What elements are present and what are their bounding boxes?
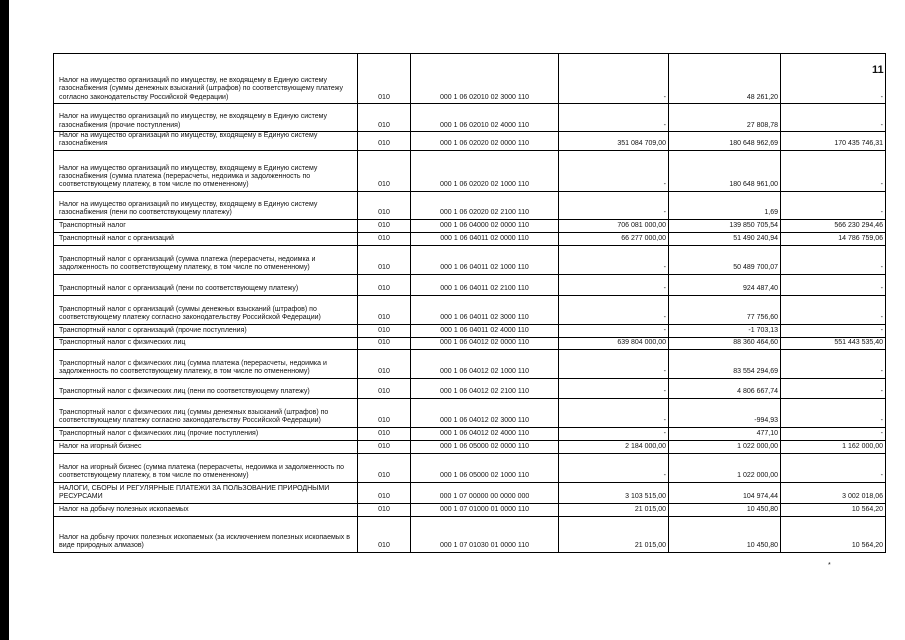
row-executed: 77 756,60 <box>669 295 781 324</box>
row-name: Транспортный налог с физических лиц <box>54 337 358 349</box>
row-budget-code: 000 1 06 04011 02 2100 110 <box>411 274 559 295</box>
row-executed: 4 806 667,74 <box>669 378 781 398</box>
row-budget-code: 000 1 06 04012 02 4000 110 <box>411 427 559 440</box>
row-unexecuted: - <box>781 324 886 337</box>
row-approved: - <box>559 295 669 324</box>
row-approved: - <box>559 453 669 482</box>
row-unexecuted: 14 786 759,06 <box>781 232 886 245</box>
row-unexecuted: - <box>781 295 886 324</box>
row-executed: 88 360 464,60 <box>669 337 781 349</box>
row-unexecuted: - <box>781 104 886 132</box>
table-row <box>54 245 886 274</box>
table-row <box>54 132 886 151</box>
row-line-code: 010 <box>358 219 411 232</box>
row-line-code: 010 <box>358 295 411 324</box>
row-approved: 21 015,00 <box>559 516 669 552</box>
table-row <box>54 516 886 552</box>
row-unexecuted: - <box>781 398 886 427</box>
table-row <box>54 349 886 378</box>
row-executed: 83 554 294,69 <box>669 349 781 378</box>
row-approved: - <box>559 274 669 295</box>
row-budget-code: 000 1 06 04012 02 2100 110 <box>411 378 559 398</box>
row-approved: - <box>559 349 669 378</box>
row-executed: 1 022 000,00 <box>669 440 781 453</box>
table-row <box>54 482 886 503</box>
row-executed: 48 261,20 <box>669 54 781 104</box>
row-line-code: 010 <box>358 482 411 503</box>
row-name: Налог на имущество организаций по имуществу, не входящему в Единую систему газоснабжения (прочие поступления) <box>54 104 358 132</box>
row-budget-code: 000 1 06 04011 02 1000 110 <box>411 245 559 274</box>
row-unexecuted: - <box>781 378 886 398</box>
row-line-code: 010 <box>358 150 411 191</box>
row-unexecuted: 3 002 018,06 <box>781 482 886 503</box>
row-executed: 10 450,80 <box>669 503 781 516</box>
row-executed: 1 022 000,00 <box>669 453 781 482</box>
row-line-code: 010 <box>358 503 411 516</box>
row-name: Транспортный налог с организаций (пени по соответствующему платежу) <box>54 274 358 295</box>
table-row <box>54 295 886 324</box>
row-line-code: 010 <box>358 104 411 132</box>
table-row <box>54 191 886 219</box>
table-row <box>54 219 886 232</box>
row-budget-code: 000 1 06 04011 02 4000 110 <box>411 324 559 337</box>
table-row <box>54 274 886 295</box>
table-row <box>54 398 886 427</box>
row-unexecuted: - <box>781 191 886 219</box>
table-row <box>54 324 886 337</box>
row-name: Транспортный налог с физических лиц (прочие поступления) <box>54 427 358 440</box>
row-approved: 706 081 000,00 <box>559 219 669 232</box>
table-body <box>54 54 886 553</box>
row-executed: -1 703,13 <box>669 324 781 337</box>
row-name: Налог на игорный бизнес <box>54 440 358 453</box>
row-name: Транспортный налог с организаций (прочие поступления) <box>54 324 358 337</box>
row-executed: -994,93 <box>669 398 781 427</box>
row-name: Транспортный налог с организаций <box>54 232 358 245</box>
row-unexecuted: 566 230 294,46 <box>781 219 886 232</box>
row-budget-code: 000 1 06 05000 02 0000 110 <box>411 440 559 453</box>
table-row <box>54 440 886 453</box>
row-name: Транспортный налог с физических лиц (сумма платежа (перерасчеты, недоимка и задолженность по соответствующему платежу, в том числе по отмененному) <box>54 349 358 378</box>
row-name: Налог на имущество организаций по имуществу, входящему в Единую систему газоснабжения <box>54 132 358 151</box>
row-name: Налог на игорный бизнес (сумма платежа (перерасчеты, недоимка и задолженность по соответствующему платежу, в том числе по отмененному) <box>54 453 358 482</box>
row-line-code: 010 <box>358 378 411 398</box>
row-budget-code: 000 1 06 02020 02 0000 110 <box>411 132 559 151</box>
row-approved: 639 804 000,00 <box>559 337 669 349</box>
row-line-code: 010 <box>358 274 411 295</box>
row-line-code: 010 <box>358 398 411 427</box>
row-line-code: 010 <box>358 132 411 151</box>
row-unexecuted: 551 443 535,40 <box>781 337 886 349</box>
row-line-code: 010 <box>358 232 411 245</box>
row-line-code: 010 <box>358 54 411 104</box>
row-unexecuted: 170 435 746,31 <box>781 132 886 151</box>
row-budget-code: 000 1 07 00000 00 0000 000 <box>411 482 559 503</box>
row-line-code: 010 <box>358 427 411 440</box>
row-name: Транспортный налог с физических лиц (суммы денежных взысканий (штрафов) по соответствующему платежу согласно законодательству Российской Федерации) <box>54 398 358 427</box>
row-name: Налог на имущество организаций по имуществу, входящему в Единую систему газоснабжения (сумма платежа (перерасчеты, недоимка и задолженность по соответствующему платежу, в том числе по отмененному) <box>54 150 358 191</box>
table-row <box>54 104 886 132</box>
row-line-code: 010 <box>358 349 411 378</box>
row-line-code: 010 <box>358 191 411 219</box>
row-unexecuted: - <box>781 274 886 295</box>
row-name: Транспортный налог <box>54 219 358 232</box>
row-executed: 180 648 962,69 <box>669 132 781 151</box>
row-approved: 351 084 709,00 <box>559 132 669 151</box>
row-line-code: 010 <box>358 440 411 453</box>
row-approved: 2 184 000,00 <box>559 440 669 453</box>
row-name: Транспортный налог с организаций (сумма платежа (перерасчеты, недоимка и задолженность по соответствующему платежу, в том числе по отмененному) <box>54 245 358 274</box>
row-unexecuted: - <box>781 349 886 378</box>
row-approved: - <box>559 378 669 398</box>
row-approved: - <box>559 427 669 440</box>
row-unexecuted: - <box>781 150 886 191</box>
table-row <box>54 54 886 104</box>
scan-left-edge <box>0 0 9 640</box>
row-approved: - <box>559 245 669 274</box>
row-executed: 477,10 <box>669 427 781 440</box>
row-budget-code: 000 1 06 04011 02 0000 110 <box>411 232 559 245</box>
row-name: Транспортный налог с физических лиц (пени по соответствующему платежу) <box>54 378 358 398</box>
row-budget-code: 000 1 06 04011 02 3000 110 <box>411 295 559 324</box>
row-unexecuted: 1 162 000,00 <box>781 440 886 453</box>
row-unexecuted: - <box>781 453 886 482</box>
row-executed: 180 648 961,00 <box>669 150 781 191</box>
row-line-code: 010 <box>358 453 411 482</box>
row-budget-code: 000 1 06 02010 02 4000 110 <box>411 104 559 132</box>
row-budget-code: 000 1 06 02020 02 1000 110 <box>411 150 559 191</box>
revenue-table <box>53 53 886 553</box>
row-budget-code: 000 1 06 04012 02 1000 110 <box>411 349 559 378</box>
row-executed: 139 850 705,54 <box>669 219 781 232</box>
row-unexecuted: - <box>781 245 886 274</box>
row-approved: 66 277 000,00 <box>559 232 669 245</box>
row-executed: 924 487,40 <box>669 274 781 295</box>
table-row <box>54 232 886 245</box>
row-name: Транспортный налог с организаций (суммы денежных взысканий (штрафов) по соответствующему платежу согласно законодательству Российской Федерации) <box>54 295 358 324</box>
row-budget-code: 000 1 06 02010 02 3000 110 <box>411 54 559 104</box>
row-budget-code: 000 1 06 05000 02 1000 110 <box>411 453 559 482</box>
row-approved: - <box>559 398 669 427</box>
row-approved: - <box>559 191 669 219</box>
row-name: Налог на добычу прочих полезных ископаемых (за исключением полезных ископаемых в виде природных алмазов) <box>54 516 358 552</box>
row-budget-code: 000 1 06 04000 02 0000 110 <box>411 219 559 232</box>
row-line-code: 010 <box>358 245 411 274</box>
row-approved: 3 103 515,00 <box>559 482 669 503</box>
row-approved: - <box>559 54 669 104</box>
row-line-code: 010 <box>358 337 411 349</box>
row-budget-code: 000 1 07 01030 01 0000 110 <box>411 516 559 552</box>
row-budget-code: 000 1 07 01000 01 0000 110 <box>411 503 559 516</box>
row-approved: - <box>559 150 669 191</box>
row-unexecuted: - <box>781 54 886 104</box>
row-name: НАЛОГИ, СБОРЫ И РЕГУЛЯРНЫЕ ПЛАТЕЖИ ЗА ПОЛЬЗОВАНИЕ ПРИРОДНЫМИ РЕСУРСАМИ <box>54 482 358 503</box>
row-executed: 27 808,78 <box>669 104 781 132</box>
table-row <box>54 378 886 398</box>
row-budget-code: 000 1 06 04012 02 0000 110 <box>411 337 559 349</box>
row-budget-code: 000 1 06 02020 02 2100 110 <box>411 191 559 219</box>
table-row <box>54 503 886 516</box>
row-approved: 21 015,00 <box>559 503 669 516</box>
row-executed: 104 974,44 <box>669 482 781 503</box>
row-name: Налог на имущество организаций по имуществу, входящему в Единую систему газоснабжения (пени по соответствующему платежу) <box>54 191 358 219</box>
row-approved: - <box>559 104 669 132</box>
table-row <box>54 453 886 482</box>
row-unexecuted: - <box>781 427 886 440</box>
row-executed: 10 450,80 <box>669 516 781 552</box>
row-line-code: 010 <box>358 324 411 337</box>
row-line-code: 010 <box>358 516 411 552</box>
row-name: Налог на добычу полезных ископаемых <box>54 503 358 516</box>
row-executed: 51 490 240,94 <box>669 232 781 245</box>
page-number: 11 <box>872 64 884 76</box>
table-row <box>54 337 886 349</box>
scan-mark: * <box>828 562 831 569</box>
table-row <box>54 427 886 440</box>
row-unexecuted: 10 564,20 <box>781 516 886 552</box>
row-unexecuted: 10 564,20 <box>781 503 886 516</box>
row-name: Налог на имущество организаций по имуществу, не входящему в Единую систему газоснабжения (суммы денежных взысканий (штрафов) по соответствующему платежу согласно законодательству Российской Федерации) <box>54 54 358 104</box>
row-executed: 50 489 700,07 <box>669 245 781 274</box>
row-budget-code: 000 1 06 04012 02 3000 110 <box>411 398 559 427</box>
row-approved: - <box>559 324 669 337</box>
row-executed: 1,69 <box>669 191 781 219</box>
table-row <box>54 150 886 191</box>
